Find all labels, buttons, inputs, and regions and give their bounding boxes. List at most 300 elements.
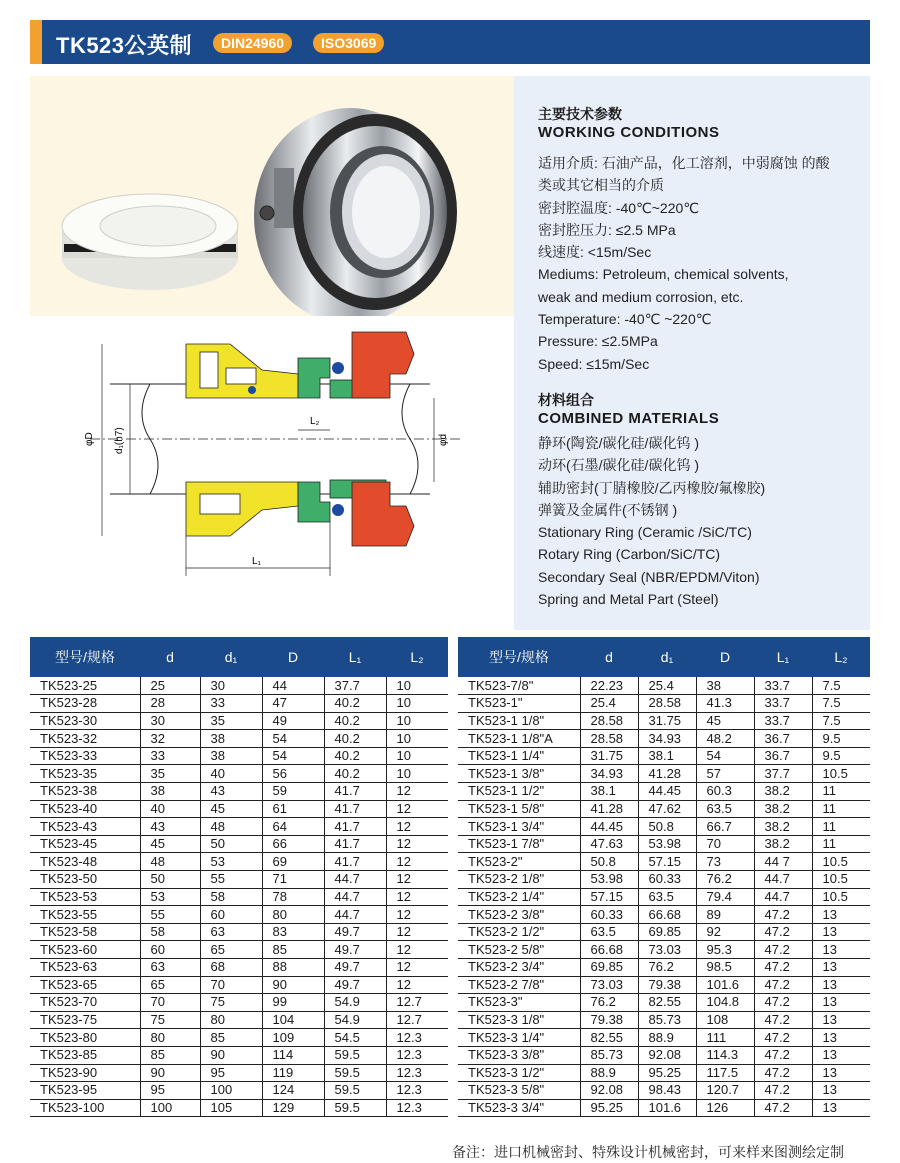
model-cell: TK523-60 xyxy=(30,941,140,959)
spec-line: Speed: ≤15m/Sec xyxy=(538,355,650,372)
model-cell: TK523-7/8" xyxy=(458,677,580,695)
product-title: TK523公英制 xyxy=(56,33,193,58)
value-cell: 41.28 xyxy=(580,800,638,818)
value-cell: 38.2 xyxy=(754,783,812,801)
value-cell: 47 xyxy=(262,695,324,713)
value-cell: 98.43 xyxy=(638,1082,696,1100)
value-cell: 80 xyxy=(262,906,324,924)
table-row xyxy=(458,888,870,906)
value-cell: 49.7 xyxy=(324,941,386,959)
L2-label: L₂ xyxy=(310,416,320,427)
imperial-size-table xyxy=(458,637,870,1117)
value-cell: 95.25 xyxy=(638,1064,696,1082)
value-cell: 43 xyxy=(140,818,200,836)
value-cell: 109 xyxy=(262,1029,324,1047)
value-cell: 12.3 xyxy=(386,1046,448,1064)
value-cell: 10 xyxy=(386,747,448,765)
table-row xyxy=(30,941,448,959)
table-row xyxy=(458,853,870,871)
combined-materials-list xyxy=(538,432,838,610)
value-cell: 117.5 xyxy=(696,1064,754,1082)
value-cell: 12 xyxy=(386,800,448,818)
value-cell: 54.5 xyxy=(324,1029,386,1047)
value-cell: 61 xyxy=(262,800,324,818)
value-cell: 54.9 xyxy=(324,994,386,1012)
working-conditions-title-cn: 主要技术参数 xyxy=(538,106,622,122)
value-cell: 40.2 xyxy=(324,765,386,783)
material-line: 动环(石墨/碳化硅/碳化钨 ) xyxy=(538,457,699,474)
table-row xyxy=(458,871,870,889)
metric-size-table xyxy=(30,637,448,1117)
product-photo-panel xyxy=(30,76,514,316)
value-cell: 63 xyxy=(140,959,200,977)
table-row xyxy=(458,1011,870,1029)
table-row xyxy=(30,923,448,941)
value-cell: 13 xyxy=(812,1029,870,1047)
value-cell: 58 xyxy=(200,888,262,906)
value-cell: 34.93 xyxy=(638,730,696,748)
model-cell: TK523-3 3/8" xyxy=(458,1046,580,1064)
value-cell: 41.3 xyxy=(696,695,754,713)
value-cell: 40 xyxy=(140,800,200,818)
value-cell: 41.7 xyxy=(324,800,386,818)
value-cell: 44.7 xyxy=(754,871,812,889)
value-cell: 12 xyxy=(386,835,448,853)
value-cell: 12 xyxy=(386,923,448,941)
table-row xyxy=(30,853,448,871)
value-cell: 47.2 xyxy=(754,941,812,959)
value-cell: 85.73 xyxy=(580,1046,638,1064)
value-cell: 88.9 xyxy=(638,1029,696,1047)
phi-D-label: φD xyxy=(84,432,95,446)
value-cell: 12 xyxy=(386,976,448,994)
value-cell: 36.7 xyxy=(754,747,812,765)
d1-label: d₁(h7) xyxy=(114,427,125,454)
value-cell: 35 xyxy=(200,712,262,730)
value-cell: 40.2 xyxy=(324,695,386,713)
value-cell: 100 xyxy=(140,1099,200,1117)
table-row xyxy=(30,888,448,906)
spec-line: Mediums: Petroleum, chemical solvents, xyxy=(538,266,789,283)
value-cell: 99 xyxy=(262,994,324,1012)
value-cell: 25.4 xyxy=(638,677,696,695)
value-cell: 47.62 xyxy=(638,800,696,818)
value-cell: 53 xyxy=(200,853,262,871)
table-row xyxy=(30,1082,448,1100)
model-cell: TK523-85 xyxy=(30,1046,140,1064)
model-cell: TK523-65 xyxy=(30,976,140,994)
table-row xyxy=(30,677,448,695)
table-row xyxy=(458,747,870,765)
value-cell: 82.55 xyxy=(580,1029,638,1047)
value-cell: 55 xyxy=(140,906,200,924)
model-cell: TK523-100 xyxy=(30,1099,140,1117)
model-cell: TK523-28 xyxy=(30,695,140,713)
value-cell: 47.2 xyxy=(754,923,812,941)
value-cell: 11 xyxy=(812,818,870,836)
value-cell: 53.98 xyxy=(638,835,696,853)
value-cell: 83 xyxy=(262,923,324,941)
value-cell: 38.1 xyxy=(638,747,696,765)
value-cell: 12 xyxy=(386,818,448,836)
value-cell: 40 xyxy=(200,765,262,783)
value-cell: 85 xyxy=(140,1046,200,1064)
imperial-table-body xyxy=(458,677,870,1117)
value-cell: 54 xyxy=(696,747,754,765)
col-d: d xyxy=(140,637,200,677)
table-row xyxy=(458,1064,870,1082)
value-cell: 13 xyxy=(812,906,870,924)
value-cell: 92 xyxy=(696,923,754,941)
table-row xyxy=(30,695,448,713)
value-cell: 10 xyxy=(386,730,448,748)
value-cell: 66 xyxy=(262,835,324,853)
value-cell: 69.85 xyxy=(638,923,696,941)
value-cell: 90 xyxy=(262,976,324,994)
model-cell: TK523-1 1/2" xyxy=(458,783,580,801)
value-cell: 104 xyxy=(262,1011,324,1029)
model-cell: TK523-3" xyxy=(458,994,580,1012)
col-L1: L₁ xyxy=(754,637,812,677)
value-cell: 66.7 xyxy=(696,818,754,836)
value-cell: 64 xyxy=(262,818,324,836)
value-cell: 79.38 xyxy=(638,976,696,994)
spec-line: weak and medium corrosion, etc. xyxy=(538,288,744,305)
table-row xyxy=(458,923,870,941)
value-cell: 37.7 xyxy=(754,765,812,783)
value-cell: 50.8 xyxy=(580,853,638,871)
value-cell: 79.4 xyxy=(696,888,754,906)
value-cell: 59 xyxy=(262,783,324,801)
table-row xyxy=(30,835,448,853)
table-row xyxy=(458,906,870,924)
table-row xyxy=(30,1099,448,1117)
value-cell: 89 xyxy=(696,906,754,924)
model-cell: TK523-2 3/4" xyxy=(458,959,580,977)
value-cell: 44 xyxy=(262,677,324,695)
table-row xyxy=(30,1064,448,1082)
value-cell: 43 xyxy=(200,783,262,801)
value-cell: 73.03 xyxy=(638,941,696,959)
value-cell: 28.58 xyxy=(580,712,638,730)
table-row xyxy=(458,1099,870,1117)
value-cell: 10 xyxy=(386,695,448,713)
spec-line: 适用介质: 石油产品，化工溶剂，中弱腐蚀 的酸 xyxy=(538,155,830,171)
table-header-row xyxy=(30,637,448,677)
value-cell: 71 xyxy=(262,871,324,889)
value-cell: 10 xyxy=(386,765,448,783)
model-cell: TK523-45 xyxy=(30,835,140,853)
spec-line: Temperature: -40℃ ~220℃ xyxy=(538,311,712,328)
value-cell: 37.7 xyxy=(324,677,386,695)
value-cell: 101.6 xyxy=(638,1099,696,1117)
model-cell: TK523-80 xyxy=(30,1029,140,1047)
value-cell: 31.75 xyxy=(580,747,638,765)
model-cell: TK523-70 xyxy=(30,994,140,1012)
value-cell: 73 xyxy=(696,853,754,871)
value-cell: 45 xyxy=(200,800,262,818)
model-cell: TK523-1 5/8" xyxy=(458,800,580,818)
value-cell: 25.4 xyxy=(580,695,638,713)
value-cell: 44.45 xyxy=(638,783,696,801)
table-row xyxy=(30,712,448,730)
table-row xyxy=(458,712,870,730)
value-cell: 9.5 xyxy=(812,747,870,765)
material-line: Spring and Metal Part (Steel) xyxy=(538,591,719,608)
value-cell: 60.3 xyxy=(696,783,754,801)
table-row xyxy=(458,800,870,818)
value-cell: 48 xyxy=(140,853,200,871)
value-cell: 47.2 xyxy=(754,906,812,924)
model-cell: TK523-50 xyxy=(30,871,140,889)
table-row xyxy=(30,906,448,924)
value-cell: 69.85 xyxy=(580,959,638,977)
value-cell: 54 xyxy=(262,747,324,765)
value-cell: 34.93 xyxy=(580,765,638,783)
material-line: Stationary Ring (Ceramic /SiC/TC) xyxy=(538,524,752,541)
value-cell: 70 xyxy=(140,994,200,1012)
col-L1: L₁ xyxy=(324,637,386,677)
value-cell: 114.3 xyxy=(696,1046,754,1064)
value-cell: 12.3 xyxy=(386,1029,448,1047)
value-cell: 41.28 xyxy=(638,765,696,783)
model-cell: TK523-33 xyxy=(30,747,140,765)
value-cell: 73.03 xyxy=(580,976,638,994)
table-row xyxy=(30,1011,448,1029)
table-row xyxy=(458,994,870,1012)
table-row xyxy=(30,783,448,801)
value-cell: 13 xyxy=(812,976,870,994)
page-header xyxy=(0,0,900,64)
spec-line: 线速度: <15m/Sec xyxy=(538,244,652,261)
value-cell: 11 xyxy=(812,835,870,853)
model-cell: TK523-30 xyxy=(30,712,140,730)
model-cell: TK523-2" xyxy=(458,853,580,871)
col-d: d xyxy=(580,637,638,677)
model-cell: TK523-55 xyxy=(30,906,140,924)
standard-badge-din: DIN24960 xyxy=(213,33,292,53)
value-cell: 60 xyxy=(140,941,200,959)
value-cell: 47.2 xyxy=(754,1011,812,1029)
value-cell: 44.7 xyxy=(754,888,812,906)
value-cell: 40.2 xyxy=(324,712,386,730)
value-cell: 47.2 xyxy=(754,976,812,994)
model-cell: TK523-1 1/4" xyxy=(458,747,580,765)
value-cell: 44.45 xyxy=(580,818,638,836)
value-cell: 60 xyxy=(200,906,262,924)
value-cell: 50 xyxy=(140,871,200,889)
value-cell: 59.5 xyxy=(324,1046,386,1064)
value-cell: 49.7 xyxy=(324,976,386,994)
value-cell: 98.5 xyxy=(696,959,754,977)
model-cell: TK523-75 xyxy=(30,1011,140,1029)
col-model: 型号/规格 xyxy=(30,637,140,677)
value-cell: 65 xyxy=(200,941,262,959)
value-cell: 69 xyxy=(262,853,324,871)
spec-line: 密封腔压力: ≤2.5 MPa xyxy=(538,221,676,238)
value-cell: 92.08 xyxy=(580,1082,638,1100)
table-row xyxy=(30,959,448,977)
model-cell: TK523-2 1/2" xyxy=(458,923,580,941)
value-cell: 10.5 xyxy=(812,765,870,783)
value-cell: 57.15 xyxy=(638,853,696,871)
value-cell: 53 xyxy=(140,888,200,906)
model-cell: TK523-2 3/8" xyxy=(458,906,580,924)
table-row xyxy=(30,976,448,994)
value-cell: 129 xyxy=(262,1099,324,1117)
model-cell: TK523-3 3/4" xyxy=(458,1099,580,1117)
table-row xyxy=(458,1082,870,1100)
value-cell: 68 xyxy=(200,959,262,977)
value-cell: 38 xyxy=(200,747,262,765)
col-L2: L₂ xyxy=(386,637,448,677)
value-cell: 48 xyxy=(200,818,262,836)
combined-materials-title-cn: 材料组合 xyxy=(538,392,594,408)
model-cell: TK523-35 xyxy=(30,765,140,783)
value-cell: 66.68 xyxy=(638,906,696,924)
value-cell: 59.5 xyxy=(324,1099,386,1117)
value-cell: 53.98 xyxy=(580,871,638,889)
value-cell: 12 xyxy=(386,906,448,924)
value-cell: 80 xyxy=(140,1029,200,1047)
model-cell: TK523-40 xyxy=(30,800,140,818)
value-cell: 63.5 xyxy=(580,923,638,941)
value-cell: 75 xyxy=(200,994,262,1012)
value-cell: 28.58 xyxy=(580,730,638,748)
value-cell: 95 xyxy=(140,1082,200,1100)
spec-line: Pressure: ≤2.5MPa xyxy=(538,333,658,350)
value-cell: 90 xyxy=(200,1046,262,1064)
spec-line: 类或其它相当的介质 xyxy=(538,177,664,194)
value-cell: 126 xyxy=(696,1099,754,1117)
value-cell: 48.2 xyxy=(696,730,754,748)
material-line: Secondary Seal (NBR/EPDM/Viton) xyxy=(538,568,760,585)
value-cell: 80 xyxy=(200,1011,262,1029)
value-cell: 28.58 xyxy=(638,695,696,713)
col-L2: L₂ xyxy=(812,637,870,677)
value-cell: 95 xyxy=(200,1064,262,1082)
value-cell: 57 xyxy=(696,765,754,783)
table-row xyxy=(458,1029,870,1047)
stationary-ring-image xyxy=(62,194,238,290)
table-row xyxy=(30,800,448,818)
cross-section-drawing xyxy=(30,318,514,630)
value-cell: 13 xyxy=(812,1082,870,1100)
model-cell: TK523-1 3/8" xyxy=(458,765,580,783)
value-cell: 22.23 xyxy=(580,677,638,695)
model-cell: TK523-32 xyxy=(30,730,140,748)
value-cell: 47.63 xyxy=(580,835,638,853)
value-cell: 124 xyxy=(262,1082,324,1100)
col-d1: d₁ xyxy=(638,637,696,677)
value-cell: 60.33 xyxy=(638,871,696,889)
model-cell: TK523-2 1/8" xyxy=(458,871,580,889)
value-cell: 12.3 xyxy=(386,1064,448,1082)
standard-badge-iso: ISO3069 xyxy=(313,33,384,53)
value-cell: 44.7 xyxy=(324,906,386,924)
value-cell: 95.25 xyxy=(580,1099,638,1117)
value-cell: 13 xyxy=(812,1099,870,1117)
footnote: 备注：进口机械密封、特殊设计机械密封，可来样来图测绘定制 xyxy=(452,1144,844,1160)
model-cell: TK523-3 5/8" xyxy=(458,1082,580,1100)
value-cell: 10.5 xyxy=(812,871,870,889)
value-cell: 54.9 xyxy=(324,1011,386,1029)
value-cell: 7.5 xyxy=(812,712,870,730)
table-header-row xyxy=(458,637,870,677)
value-cell: 9.5 xyxy=(812,730,870,748)
value-cell: 76.2 xyxy=(696,871,754,889)
col-model: 型号/规格 xyxy=(458,637,580,677)
value-cell: 31.75 xyxy=(638,712,696,730)
value-cell: 13 xyxy=(812,959,870,977)
value-cell: 13 xyxy=(812,941,870,959)
value-cell: 50 xyxy=(200,835,262,853)
value-cell: 36.7 xyxy=(754,730,812,748)
cross-section-drawing-panel xyxy=(30,318,514,630)
value-cell: 65 xyxy=(140,976,200,994)
value-cell: 104.8 xyxy=(696,994,754,1012)
value-cell: 38.2 xyxy=(754,835,812,853)
value-cell: 70 xyxy=(200,976,262,994)
value-cell: 38 xyxy=(696,677,754,695)
value-cell: 33.7 xyxy=(754,695,812,713)
value-cell: 47.2 xyxy=(754,1064,812,1082)
value-cell: 12 xyxy=(386,853,448,871)
value-cell: 44.7 xyxy=(324,888,386,906)
value-cell: 45 xyxy=(140,835,200,853)
value-cell: 59.5 xyxy=(324,1082,386,1100)
model-cell: TK523-48 xyxy=(30,853,140,871)
value-cell: 79.38 xyxy=(580,1011,638,1029)
model-cell: TK523-1 3/4" xyxy=(458,818,580,836)
mechanical-seal-photo xyxy=(30,76,514,316)
table-row xyxy=(30,1029,448,1047)
value-cell: 12.7 xyxy=(386,994,448,1012)
title-accent-strip xyxy=(30,20,42,64)
value-cell: 47.2 xyxy=(754,1099,812,1117)
table-row xyxy=(458,1046,870,1064)
value-cell: 111 xyxy=(696,1029,754,1047)
table-row xyxy=(458,976,870,994)
metric-table-body xyxy=(30,677,448,1117)
working-conditions-list xyxy=(538,152,838,375)
value-cell: 41.7 xyxy=(324,783,386,801)
value-cell: 54 xyxy=(262,730,324,748)
model-cell: TK523-2 5/8" xyxy=(458,941,580,959)
value-cell: 10.5 xyxy=(812,888,870,906)
value-cell: 95.3 xyxy=(696,941,754,959)
value-cell: 100 xyxy=(200,1082,262,1100)
table-row xyxy=(458,835,870,853)
material-line: 弹簧及金属件(不锈钢 ) xyxy=(538,501,678,518)
value-cell: 12 xyxy=(386,959,448,977)
value-cell: 101.6 xyxy=(696,976,754,994)
value-cell: 11 xyxy=(812,800,870,818)
value-cell: 12.3 xyxy=(386,1099,448,1117)
value-cell: 85 xyxy=(200,1029,262,1047)
value-cell: 25 xyxy=(140,677,200,695)
value-cell: 57.15 xyxy=(580,888,638,906)
col-D: D xyxy=(696,637,754,677)
table-row xyxy=(458,818,870,836)
value-cell: 38 xyxy=(200,730,262,748)
value-cell: 70 xyxy=(696,835,754,853)
value-cell: 63 xyxy=(200,923,262,941)
value-cell: 47.2 xyxy=(754,994,812,1012)
value-cell: 40.2 xyxy=(324,730,386,748)
value-cell: 76.2 xyxy=(580,994,638,1012)
value-cell: 12 xyxy=(386,871,448,889)
